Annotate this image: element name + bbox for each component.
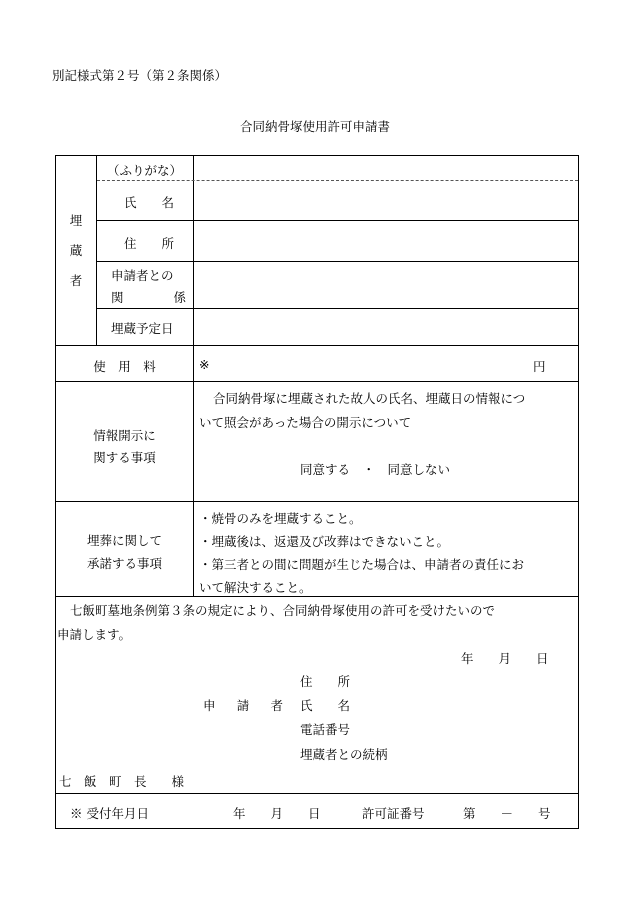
disclosure-label-line1: 情報開示に bbox=[93, 428, 156, 443]
relation-label-line1: 申請者との bbox=[111, 268, 174, 283]
applicant-relation-label: 埋蔵者との続柄 bbox=[300, 747, 388, 762]
disclosure-text-line2: いて照会があった場合の開示について bbox=[199, 415, 412, 430]
divider-consent bbox=[55, 596, 579, 597]
divider-address bbox=[97, 261, 578, 262]
addressee: 七 飯 町 長 様 bbox=[59, 774, 185, 789]
furigana-label: （ふりがな） bbox=[107, 163, 183, 178]
fee-label: 使 用 料 bbox=[93, 359, 156, 374]
receipt-date: 年 月 日 bbox=[233, 806, 321, 821]
address-field[interactable] bbox=[195, 222, 577, 260]
table-border-bottom bbox=[55, 828, 579, 829]
buried-person-label-2: 蔵 bbox=[69, 243, 83, 258]
applicant-address-label: 住 所 bbox=[300, 674, 351, 689]
declaration-line2: 申請します。 bbox=[57, 627, 132, 642]
application-date[interactable]: 年 月 日 bbox=[461, 651, 549, 666]
consent-item-2: ・埋蔵後は、返還及び改葬はできないこと。 bbox=[199, 534, 450, 549]
receipt-date-label: ※ 受付年月日 bbox=[70, 806, 149, 821]
permit-number-label: 許可証番号 bbox=[362, 806, 425, 821]
relation-field[interactable] bbox=[195, 263, 577, 307]
burial-date-label: 埋蔵予定日 bbox=[111, 321, 174, 336]
name-field[interactable] bbox=[195, 182, 577, 219]
divider-name bbox=[97, 220, 578, 221]
applicant-phone-label: 電話番号 bbox=[300, 722, 351, 737]
furigana-field[interactable] bbox=[195, 157, 577, 179]
buried-person-label-3: 者 bbox=[69, 273, 83, 288]
disclosure-choices[interactable]: 同意する ・ 同意しない bbox=[300, 462, 451, 477]
buried-person-label-1: 埋 bbox=[69, 213, 83, 228]
fee-unit: 円 bbox=[533, 359, 546, 374]
address-label: 住 所 bbox=[124, 236, 175, 251]
divider-disclosure bbox=[55, 501, 579, 502]
consent-item-1: ・焼骨のみを埋蔵すること。 bbox=[199, 511, 362, 526]
divider-burial-date bbox=[55, 345, 579, 346]
consent-item-3: ・第三者との間に問題が生じた場合は、申請者の責任にお bbox=[199, 557, 525, 572]
fee-mark: ※ bbox=[199, 357, 210, 372]
table-border-right bbox=[578, 155, 579, 829]
disclosure-label-line2: 関する事項 bbox=[93, 450, 156, 465]
form-title: 合同納骨塚使用許可申請書 bbox=[239, 119, 390, 134]
divider-fee bbox=[55, 381, 579, 382]
consent-label-line2: 承諾する事項 bbox=[86, 556, 162, 571]
table-border-top bbox=[55, 155, 579, 156]
permit-number: 第 － 号 bbox=[463, 806, 551, 821]
divider-furigana bbox=[97, 180, 578, 181]
consent-item-4: いて解決すること。 bbox=[199, 580, 312, 595]
declaration-line1: 七飯町墓地条例第３条の規定により、合同納骨塚使用の許可を受けたいので bbox=[70, 603, 496, 618]
form-number: 別記様式第２号（第２条関係） bbox=[52, 68, 228, 83]
divider-declaration bbox=[55, 793, 579, 794]
relation-label-line2: 関 係 bbox=[111, 290, 187, 305]
consent-label-line1: 埋葬に関して bbox=[86, 533, 162, 548]
applicant-name-label: 氏 名 bbox=[300, 698, 351, 713]
divider-vertical-group bbox=[96, 155, 97, 345]
burial-date-field[interactable] bbox=[195, 310, 577, 344]
divider-vertical-label bbox=[193, 155, 194, 596]
divider-relation bbox=[97, 308, 578, 309]
disclosure-text-line1: 合同納骨塚に埋蔵された故人の氏名、埋蔵日の情報につ bbox=[213, 391, 526, 406]
name-label: 氏 名 bbox=[124, 195, 175, 210]
applicant-label: 申 請 者 bbox=[203, 698, 288, 713]
